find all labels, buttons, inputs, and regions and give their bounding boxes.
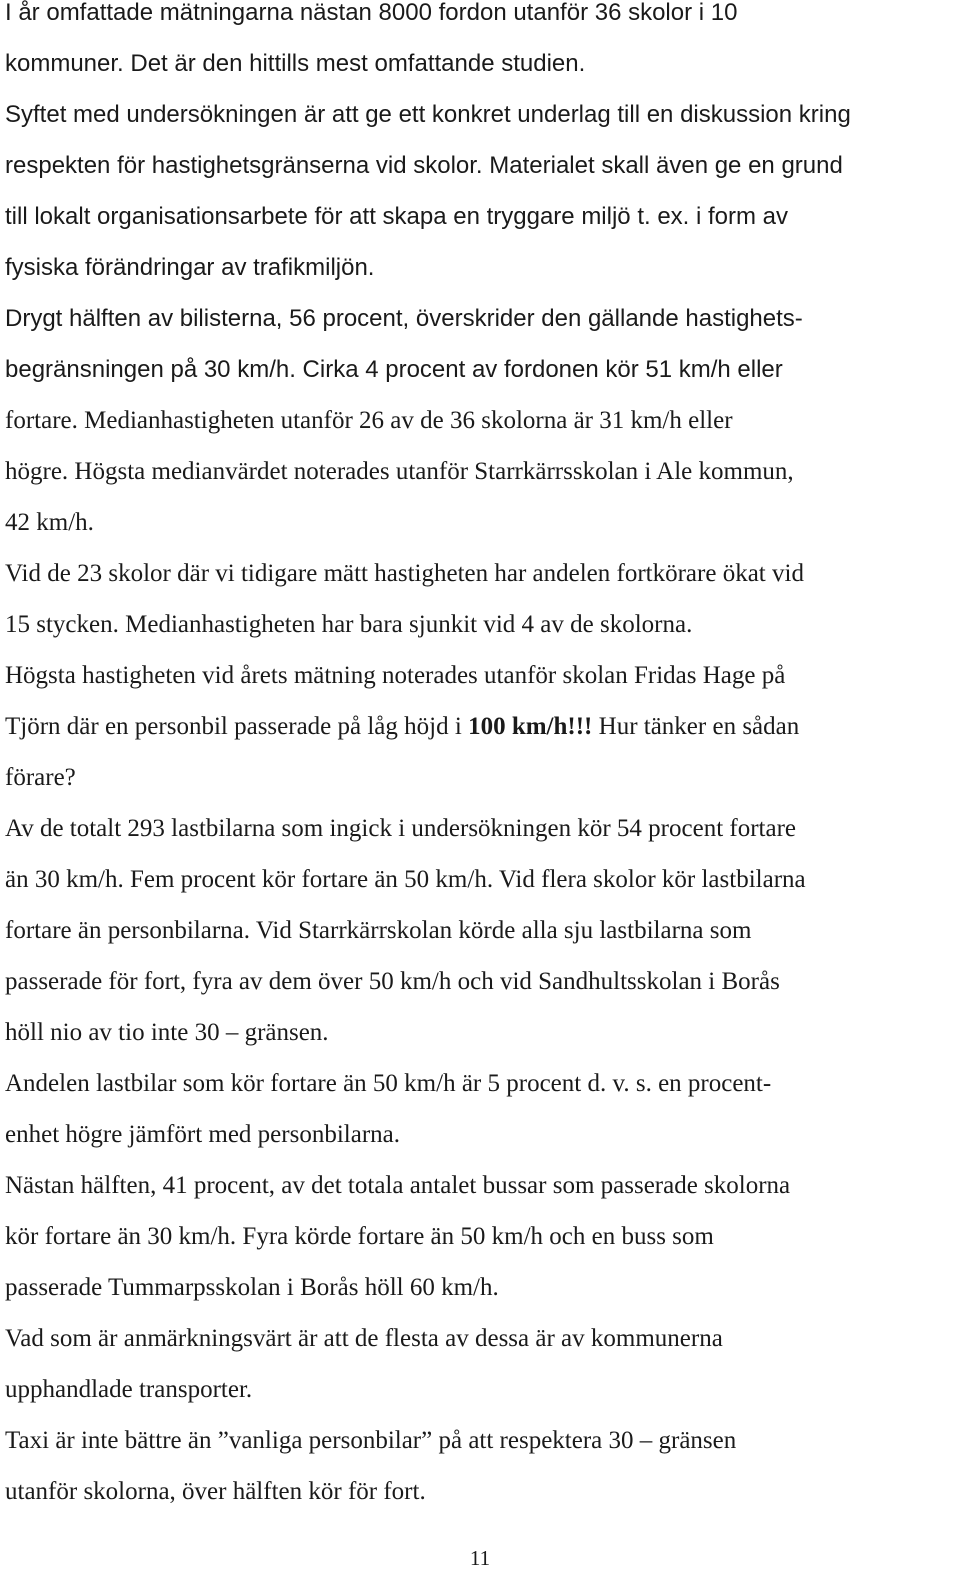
text-line: än 30 km/h. Fem procent kör fortare än 50 km/h. Vid flera skolor kör lastbilarna — [5, 866, 806, 893]
text-line: kommuner. Det är den hittills mest omfattande studien. — [5, 50, 586, 77]
text-segment: Hur tänker en sådan — [592, 713, 800, 740]
text-segment: respekten för hastighetsgränserna vid skolor. — [5, 152, 483, 179]
text-line: begränsningen på 30 km/h. Cirka 4 procent av fordonen kör 51 km/h eller — [5, 356, 783, 383]
text-segment: i form av — [689, 203, 789, 230]
text-line: utanför skolorna, över hälften kör för fort. — [5, 1478, 426, 1505]
paragraph-procured-transport — [5, 1313, 955, 1415]
text-segment: till lokalt organisationsarbete för att skapa en tryggare miljö t. ex. — [5, 203, 690, 230]
text-line: Nästan hälften, 41 procent, av det totala antalet bussar som passerade skolorna — [5, 1172, 791, 1199]
text-line: höll nio av tio inte 30 – gränsen. — [5, 1019, 329, 1046]
text-line: kör fortare än 30 km/h. Fyra körde fortare än 50 km/h och en buss som — [5, 1223, 714, 1250]
text-line: passerade Tummarpsskolan i Borås höll 60 km/h. — [5, 1274, 499, 1301]
page-number: 11 — [469, 1546, 491, 1570]
text-line: 42 km/h. — [5, 509, 94, 536]
text-line: enhet högre jämfört med personbilarna. — [5, 1121, 400, 1148]
text-line: Vad som är anmärkningsvärt är att de flesta av dessa är av kommunerna — [5, 1325, 723, 1352]
text-line: Högsta hastigheten vid årets mätning noterades utanför skolan Fridas Hage på — [5, 662, 786, 689]
text-line: Drygt hälften av bilisterna, 56 procent, överskrider den gällande hastighets- — [5, 305, 803, 332]
text-line: Av de totalt 293 lastbilarna som ingick i undersökningen kör 54 procent fortare — [5, 815, 797, 842]
text-line: fortare än personbilarna. Vid Starrkärrskolan körde alla sju lastbilarna som — [5, 917, 752, 944]
paragraph-taxi — [5, 1415, 955, 1517]
text-line: fysiska förändringar av trafikmiljön. — [5, 254, 375, 281]
text-line: Syftet med undersökningen är att ge ett konkret underlag till en diskussion kring — [5, 101, 851, 128]
paragraph-trucks-share — [5, 1058, 955, 1160]
text-line — [5, 140, 955, 191]
text-line: Andelen lastbilar som kör fortare än 50 km/h är 5 procent d. v. s. en procent- — [5, 1070, 772, 1097]
text-segment: Tjörn där en personbil passerade på låg höjd i — [5, 713, 469, 740]
text-line: förare? — [5, 764, 76, 791]
paragraph-trucks — [5, 803, 955, 1058]
text-segment: Materialet skall även ge en grund — [482, 152, 843, 179]
text-line: fortare. Medianhastigheten utanför 26 av de 36 skolorna är 31 km/h eller — [5, 407, 733, 434]
paragraph-comparison — [5, 548, 955, 650]
text-line: I år omfattade mätningarna nästan 8000 fordon utanför 36 skolor i 10 — [5, 0, 738, 26]
paragraph-purpose — [5, 89, 955, 293]
paragraph-buses — [5, 1160, 955, 1313]
text-line: Taxi är inte bättre än ”vanliga personbilar” på att respektera 30 – gränsen — [5, 1427, 737, 1454]
paragraph-highest-speed — [5, 650, 955, 803]
exclamation-marks: !!! — [567, 713, 593, 740]
text-line: upphandlade transporter. — [5, 1376, 253, 1403]
text-line: 15 stycken. Medianhastigheten har bara sjunkit vid 4 av de skolorna. — [5, 611, 693, 638]
text-line: Vid de 23 skolor där vi tidigare mätt hastigheten har andelen fortkörare ökat vid — [5, 560, 804, 587]
document-body — [5, 0, 955, 1517]
text-line: passerade för fort, fyra av dem över 50 km/h och vid Sandhultsskolan i Borås — [5, 968, 780, 995]
highlighted-speed: 100 km/h — [468, 713, 568, 740]
text-line — [5, 701, 955, 752]
text-line: högre. Högsta medianvärdet noterades utanför Starrkärrsskolan i Ale kommun, — [5, 458, 794, 485]
paragraph-cars-speeding — [5, 293, 955, 548]
paragraph-measurement-scope — [5, 0, 955, 89]
text-line — [5, 191, 955, 242]
